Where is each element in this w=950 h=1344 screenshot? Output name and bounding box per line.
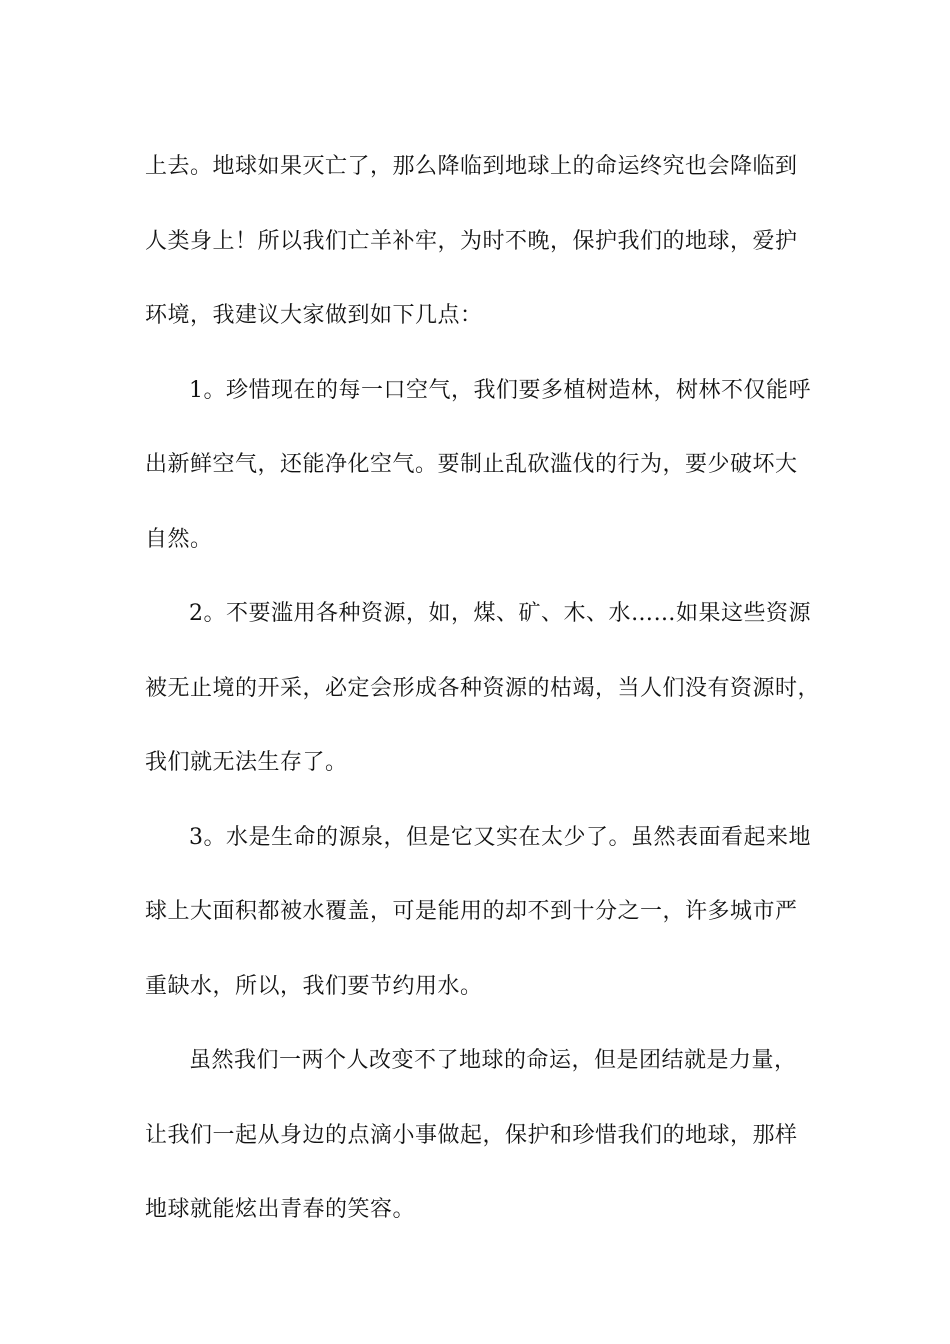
- text-line: 虽然我们一两个人改变不了地球的命运，但是团结就是力量，: [189, 1048, 797, 1073]
- paragraph-point-1: [145, 354, 815, 578]
- text-line: 环境，我建议大家做到如下几点：: [145, 303, 483, 328]
- paragraph-intro-continuation: [145, 130, 815, 354]
- text-line: 我们就无法生存了。: [145, 750, 348, 775]
- text-line: 出新鲜空气，还能净化空气。要制止乱砍滥伐的行为，要少破坏大: [145, 452, 798, 477]
- paragraph-conclusion: [145, 1024, 815, 1248]
- paragraph-point-2: [145, 577, 821, 801]
- text-line: 让我们一起从身边的点滴小事做起，保护和珍惜我们的地球，那样: [145, 1122, 798, 1148]
- text-line: 球上大面积都被水覆盖，可是能用的却不到十分之一，许多城市严: [145, 899, 798, 924]
- text-line: 被无止境的开采，必定会形成各种资源的枯竭，当人们没有资源时，: [145, 675, 821, 701]
- text-line: 人类身上！所以我们亡羊补牢，为时不晚，保护我们的地球，爱护: [145, 228, 798, 254]
- text-line: 自然。: [145, 526, 213, 552]
- text-line: 1。珍惜现在的每一口空气，我们要多植树造林，树林不仅能呼: [189, 377, 811, 403]
- text-line: 重缺水，所以，我们要节约用水。: [145, 973, 483, 999]
- document-body: [145, 130, 821, 1248]
- text-line: 3。水是生命的源泉，但是它又实在太少了。虽然表面看起来地: [189, 824, 811, 850]
- paragraph-point-3: [145, 801, 815, 1025]
- text-line: 地球就能炫出青春的笑容。: [145, 1197, 416, 1222]
- text-line: 上去。地球如果灭亡了，那么降临到地球上的命运终究也会降临到: [145, 154, 798, 179]
- text-line: 2。不要滥用各种资源，如，煤、矿、木、水……如果这些资源: [189, 601, 811, 626]
